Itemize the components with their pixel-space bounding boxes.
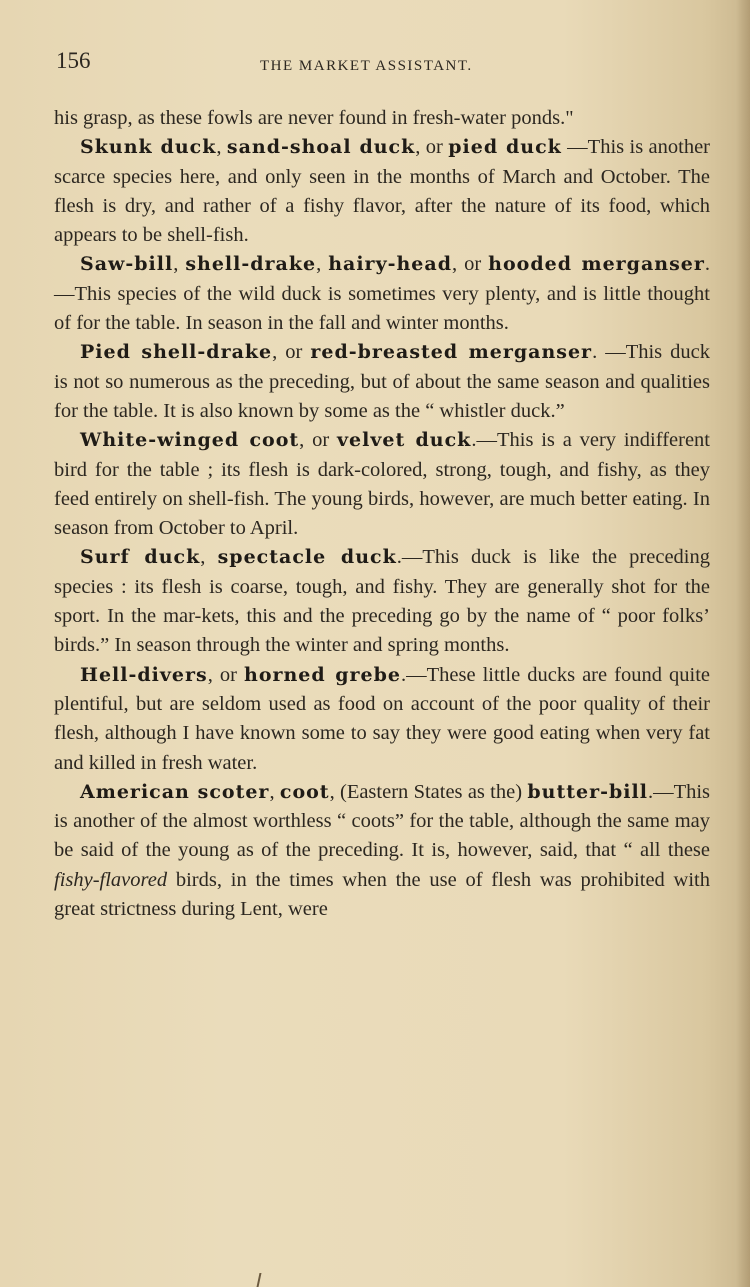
italic-phrase: fishy-flavored (54, 868, 168, 891)
entry-text: .—This duck is like the preceding species : its flesh is coarse, tough, and fishy. They are generally shot for the sport. In the mar-kets, this and the preceding go by the name of “ poor folks’ birds.” In season through the winter and spring months. (54, 546, 711, 657)
entry-text: .—This is a very indifferent bird for the table ; its flesh is dark-colored, strong, tough, and fishy, as they feed entirely on shell-fish. The young birds, however, are much better eating. In season from October to April. (54, 429, 710, 540)
species-term: hooded merganser (488, 253, 705, 276)
species-term: pied duck (448, 136, 562, 159)
entry-text: .—This is another of the almost worthless “ coots” for the table, although the same may be said of the young as of the preceding. It is, however, said, that “ all these (54, 780, 711, 862)
term-separator: , or (452, 253, 489, 276)
term-separator: , (200, 546, 218, 569)
page-header (56, 48, 706, 82)
entry-text: .—This species of the wild duck is sometimes very plenty, and is little thought of for the table. In season in the fall and winter months. (54, 253, 710, 335)
species-term: Skunk duck (80, 136, 217, 159)
term-separator: , (316, 253, 329, 276)
term-separator: , or (272, 341, 311, 364)
entry-text: . —This duck is not so numerous as the preceding, but of about the same season and qualities for the table. It is also known by some as the “ whistler duck.” (54, 341, 710, 422)
species-term: velvet duck (336, 429, 472, 452)
term-separator: , (173, 253, 186, 276)
species-term: hairy-head (328, 253, 452, 276)
species-term: Surf duck (80, 546, 201, 569)
entry-pied-shell-drake (54, 338, 710, 426)
species-term: Saw-bill (80, 253, 174, 276)
running-head: THE MARKET ASSISTANT. (260, 58, 473, 74)
species-term: shell-drake (185, 253, 317, 276)
term-separator: , or (299, 429, 337, 452)
entry-american-scoter (54, 778, 710, 924)
species-term: Pied shell-drake (80, 341, 273, 364)
entry-text: —This is another scarce species here, and only seen in the months of March and October. The flesh is dry, and rather of a fishy flavor, after the nature of its food, which appears to be shell-fish. (54, 136, 711, 247)
species-term: American scoter (80, 780, 270, 803)
page-edge-shadow (736, 0, 750, 1287)
species-term: red-breasted merganser (310, 341, 593, 364)
paragraph-text: his grasp, as these fowls are never found in fresh-water ponds." (54, 107, 574, 129)
term-separator: , or (415, 136, 449, 159)
term-separator: , (Eastern States as the) (329, 780, 528, 803)
page-number: 156 (56, 48, 91, 73)
term-separator: , (269, 780, 280, 803)
entry-skunk-duck (54, 133, 710, 250)
entry-text: .—These little ducks are found quite plentiful, but are seldom used as food on account of the poor quality of their flesh, although I have known some to say they were good eating when very fat and killed in fresh water. (54, 663, 711, 774)
species-term: Hell-divers (80, 663, 208, 686)
species-term: coot (279, 780, 330, 803)
signature-mark (257, 1273, 272, 1287)
entry-hell-divers (54, 661, 710, 778)
species-term: sand-shoal duck (226, 136, 416, 159)
species-term: spectacle duck (217, 546, 397, 569)
page-body (54, 104, 710, 924)
species-term: White-winged coot (80, 429, 300, 452)
entry-surf-duck (54, 543, 710, 660)
term-separator: , (216, 136, 227, 159)
species-term: butter-bill (527, 780, 648, 803)
entry-text-continued: birds, in the times when the use of flesh was prohibited with great strictness during Lent, were (54, 868, 710, 921)
entry-saw-bill (54, 250, 710, 338)
entry-white-winged-coot (54, 426, 710, 543)
paragraph-continuation (54, 104, 710, 133)
species-term: horned grebe (244, 663, 401, 686)
term-separator: , or (207, 663, 244, 686)
